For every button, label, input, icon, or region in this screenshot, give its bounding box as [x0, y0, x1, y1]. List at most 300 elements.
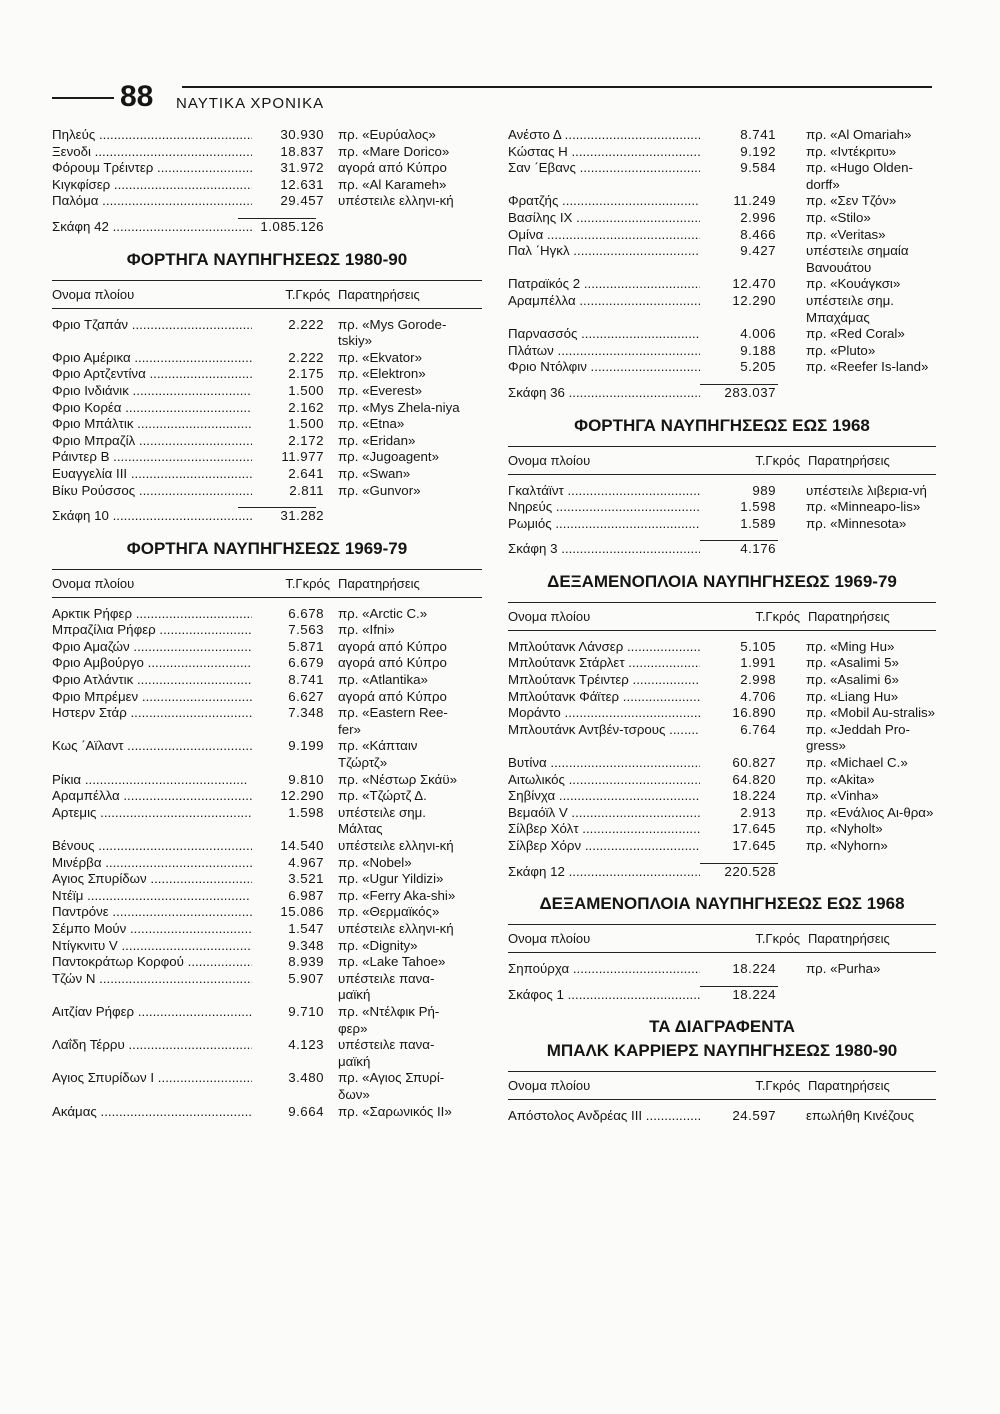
ship-name: Λαΐδη Τέρρυ ..... — [52, 1037, 252, 1070]
tonnage-value: 4.123 — [288, 1037, 324, 1053]
table-row — [52, 639, 482, 656]
table-row — [52, 938, 482, 955]
tonnage-value: 6.987 — [288, 887, 324, 903]
remarks: πρ. «Nobel» — [338, 854, 412, 870]
remarks: υπέστειλε σημ. Μάλτας — [338, 804, 426, 837]
spacer — [508, 532, 936, 540]
tonnage-value: 9.188 — [740, 342, 776, 358]
table-row — [52, 400, 482, 417]
table-row — [508, 655, 936, 672]
table-row — [52, 416, 482, 433]
spacer — [776, 293, 806, 326]
ship-name: Παλόμα ..... — [52, 193, 252, 210]
table-row — [508, 788, 936, 805]
col-remarks-header: Παρατηρήσεις — [808, 452, 890, 468]
table-row — [52, 127, 482, 144]
table-row — [52, 655, 482, 672]
table-row — [508, 243, 936, 276]
remarks: πρ. «Lake Tahoe» — [338, 954, 446, 970]
tonnage-value: 9.584 — [740, 160, 776, 176]
spacer — [324, 400, 338, 417]
ship-name: Κως ΄Αϊλαντ ..... — [52, 738, 252, 771]
remarks: πρ. «Θερμαϊκός» — [338, 904, 440, 920]
remarks: υπέστειλε πανα-μαϊκή — [338, 1037, 435, 1069]
table-row — [52, 705, 482, 738]
ship-name: Ντίγκνιτυ V ..... — [52, 938, 252, 955]
table-row — [508, 672, 936, 689]
table-row — [508, 755, 936, 772]
tonnage-value: 18.224 — [732, 788, 776, 804]
table-row — [52, 888, 482, 905]
tonnage-value: 4.006 — [740, 326, 776, 342]
table-row — [508, 293, 936, 326]
ship-name: Αρκτικ Ρήφερ ..... — [52, 606, 252, 623]
table-row — [508, 821, 936, 838]
remarks: πρ. «Jeddah Pro-gress» — [806, 721, 910, 754]
table-row — [52, 193, 482, 210]
ship-name: Αραμπέλλα ..... — [508, 293, 700, 326]
tonnage-value: 1.500 — [288, 382, 324, 398]
total-label: Σκάφος 1 ..... — [508, 987, 700, 1004]
spacer — [52, 499, 482, 507]
spacer — [324, 639, 338, 656]
tonnage-value: 31.972 — [280, 160, 324, 176]
table-row — [52, 622, 482, 639]
remarks: αγορά από Κύπρο — [338, 638, 447, 654]
spacer — [776, 655, 806, 672]
col-name-header: Ονομα πλοίου — [508, 931, 591, 947]
table-row — [508, 359, 936, 376]
spacer — [324, 689, 338, 706]
ship-name: Φριο Ινδιάνικ ..... — [52, 383, 252, 400]
table-row — [52, 317, 482, 350]
ship-name: Ανέστο Δ ..... — [508, 127, 700, 144]
total-row — [508, 541, 936, 558]
table-row — [508, 276, 936, 293]
spacer — [324, 1004, 338, 1037]
spacer — [324, 1104, 338, 1121]
spacer — [324, 938, 338, 955]
total-label: Σκάφη 10 ..... — [52, 508, 252, 525]
ship-name: Σίλβερ Χόλτ ..... — [508, 821, 700, 838]
header-rule-left — [52, 97, 114, 99]
table-row — [508, 639, 936, 656]
table-row — [508, 705, 936, 722]
ship-name: Τζών Ν ..... — [52, 971, 252, 1004]
spacer — [324, 971, 338, 1004]
spacer — [776, 805, 806, 822]
ship-name: Ακάμας ..... — [52, 1104, 252, 1121]
total-row — [508, 864, 936, 881]
total-value: 18.224 — [732, 986, 776, 1002]
table-row — [508, 227, 936, 244]
spacer — [776, 772, 806, 789]
remarks: πρ. «Gunvor» — [338, 482, 421, 498]
remarks: πρ. «Jugoagent» — [338, 449, 440, 465]
remarks: πρ. «Veritas» — [806, 226, 886, 242]
section-title: ΔΕΞΑΜΕΝΟΠΛΟΙΑ ΝΑΥΠΗΓΗΣΕΩΣ ΕΩΣ 1968 — [539, 894, 905, 914]
tonnage-value: 11.977 — [281, 449, 324, 465]
ship-name: Φρατζής ..... — [508, 193, 700, 210]
remarks: υπέστειλε λιβερια-νή — [806, 482, 927, 498]
table-row — [52, 466, 482, 483]
table-row — [52, 1070, 482, 1103]
header-rule-right — [182, 86, 932, 88]
spacer — [776, 483, 806, 500]
table-row — [52, 921, 482, 938]
ship-name: Αιτωλικός ..... — [508, 772, 700, 789]
table-row — [52, 1004, 482, 1037]
spacer — [776, 516, 806, 533]
spacer — [776, 672, 806, 689]
table-row — [52, 838, 482, 855]
tonnage-value: 9.199 — [288, 738, 324, 754]
tonnage-value: 4.706 — [740, 688, 776, 704]
spacer — [776, 838, 806, 855]
table-row — [52, 1037, 482, 1070]
ship-name: Κώστας Η ..... — [508, 144, 700, 161]
spacer — [324, 433, 338, 450]
ship-name: Ηστερν Στάρ ..... — [52, 705, 252, 738]
spacer — [776, 961, 806, 978]
table-row — [52, 689, 482, 706]
table-row — [52, 483, 482, 500]
table-header — [508, 1071, 936, 1100]
remarks: πρ. «Ifni» — [338, 622, 395, 638]
ship-name: Φριο Αμβούργο ..... — [52, 655, 252, 672]
spacer — [324, 193, 338, 210]
spacer — [776, 210, 806, 227]
remarks: πρ. «Red Coral» — [806, 326, 905, 342]
spacer — [776, 193, 806, 210]
left-top-table — [52, 127, 482, 236]
tonnage-value: 2.222 — [288, 316, 324, 332]
spacer — [324, 177, 338, 194]
ship-name: Βεμαόϊλ V ..... — [508, 805, 700, 822]
remarks: πρ. «Vinha» — [806, 788, 879, 804]
journal-title: ΝΑΥΤΙΚΑ ΧΡΟΝΙΚΑ — [176, 95, 325, 112]
remarks: υπέστειλε ελληνι-κή — [338, 920, 454, 936]
page-header — [52, 80, 932, 120]
tonnage-value: 8.939 — [288, 954, 324, 970]
tonnage-value: 24.597 — [732, 1108, 776, 1124]
remarks: πρ. «Nyhorn» — [806, 838, 888, 853]
spacer — [776, 788, 806, 805]
remarks: πρ. «Κουάγκσι» — [806, 276, 901, 292]
table-row — [508, 838, 936, 855]
table-row — [52, 855, 482, 872]
remarks: υπέστειλε σημ. Μπαχάμας — [806, 292, 894, 325]
remarks: πρ. «Τζώρτζ Δ. — [338, 788, 427, 804]
remarks: πρ. «Ιντέκριτυ» — [806, 143, 897, 159]
remarks: πρ. «Κάπταιν Τζώρτζ» — [338, 738, 418, 771]
remarks: πρ. «Αγιος Σπυρί-δων» — [338, 1070, 445, 1102]
col-name-header: Ονομα πλοίου — [52, 286, 135, 302]
table-row — [508, 127, 936, 144]
remarks: πρ. «Liang Hu» — [806, 688, 899, 704]
table-header — [508, 924, 936, 953]
remarks: πρ. «Mare Dorico» — [338, 143, 450, 159]
table-row — [508, 516, 936, 533]
table-row — [508, 343, 936, 360]
tonnage-value: 989 — [752, 482, 776, 498]
remarks: πρ. «Stilo» — [806, 209, 871, 225]
spacer — [324, 904, 338, 921]
spacer — [776, 821, 806, 838]
remarks: πρ. «Ενάλιος Αι-θρα» — [806, 804, 934, 820]
col-tonnage-header: Τ.Γκρός — [285, 286, 330, 302]
table-row — [52, 788, 482, 805]
spacer — [776, 689, 806, 706]
ship-name: Παρνασσός ..... — [508, 326, 700, 343]
tonnage-value: 6.764 — [740, 721, 776, 737]
table-row — [52, 144, 482, 161]
tonnage-value: 16.890 — [732, 705, 776, 721]
total-value: 283.037 — [724, 384, 776, 400]
col-tonnage-header: Τ.Γκρός — [755, 608, 800, 624]
tonnage-value: 1.500 — [288, 416, 324, 432]
tonnage-value: 18.837 — [280, 143, 324, 159]
ship-name: Σέμπο Μούν ..... — [52, 921, 252, 938]
ship-name: Αρτεμις ..... — [52, 805, 252, 838]
tonnage-value: 2.162 — [288, 399, 324, 415]
table-row — [52, 871, 482, 888]
section-subtitle: ΜΠΑΛΚ ΚΑΡΡΙΕΡΣ ΝΑΥΠΗΓΗΣΕΩΣ 1980-90 — [546, 1041, 898, 1061]
remarks: πρ. «Mys Gorode-tskiy» — [338, 316, 447, 349]
tonnage-value: 9.664 — [288, 1103, 324, 1119]
ship-name: Φριο Μπραζίλ ..... — [52, 433, 252, 450]
spacer — [324, 888, 338, 905]
remarks: πρ. «Nyholt» — [806, 821, 883, 837]
remarks: πρ. «Ferry Aka-shi» — [338, 887, 456, 903]
spacer — [776, 144, 806, 161]
left-sections — [52, 250, 482, 1121]
ship-name: Ξενοδι ..... — [52, 144, 252, 161]
spacer — [324, 738, 338, 771]
total-label: Σκάφη 36 ..... — [508, 385, 700, 402]
remarks: πρ. «Eastern Ree-fer» — [338, 705, 448, 737]
tonnage-value: 18.224 — [732, 961, 776, 977]
spacer — [324, 622, 338, 639]
col-name-header: Ονομα πλοίου — [508, 1078, 591, 1094]
tonnage-value: 30.930 — [280, 127, 324, 142]
tonnage-value: 5.871 — [288, 638, 324, 654]
ship-name: Γκαλτάϊντ ..... — [508, 483, 700, 500]
spacer — [324, 606, 338, 623]
total-label: Σκάφη 42 ..... — [52, 219, 252, 236]
tonnage-value: 8.741 — [288, 672, 324, 688]
spacer — [324, 772, 338, 789]
spacer — [508, 978, 936, 986]
tonnage-value: 64.820 — [732, 771, 776, 787]
total-value: 4.176 — [740, 541, 776, 557]
spacer — [776, 1108, 806, 1125]
tonnage-value: 3.521 — [288, 871, 324, 887]
tonnage-value: 2.811 — [289, 482, 324, 498]
spacer — [776, 243, 806, 276]
ship-name: Πλάτων ..... — [508, 343, 700, 360]
spacer — [324, 838, 338, 855]
table-row — [52, 971, 482, 1004]
right-column — [508, 127, 936, 1125]
tonnage-value: 15.086 — [280, 904, 324, 920]
remarks: πρ. «Minneapo-lis» — [806, 499, 921, 515]
ship-name: Παλ ΄Ηγκλ ..... — [508, 243, 700, 276]
col-tonnage-header: Τ.Γκρός — [285, 575, 330, 591]
right-sections — [508, 416, 936, 1125]
ship-name: Μπλουτάνκ Αντβέν-τσρους ..... — [508, 722, 700, 755]
ship-name: Φριο Μπρέμεν ..... — [52, 689, 252, 706]
section-title: ΔΕΞΑΜΕΝΟΠΛΟΙΑ ΝΑΥΠΗΓΗΣΕΩΣ 1969-79 — [547, 571, 897, 591]
remarks: υπέστειλε ελληνι-κή — [338, 838, 454, 853]
spacer — [324, 672, 338, 689]
ship-name: Ρωμιός ..... — [508, 516, 700, 533]
col-name-header: Ονομα πλοίου — [508, 452, 591, 468]
total-row — [52, 508, 482, 525]
table-row — [508, 193, 936, 210]
tonnage-value: 12.470 — [732, 276, 776, 292]
tonnage-value: 7.563 — [288, 622, 324, 638]
spacer — [776, 276, 806, 293]
spacer — [776, 343, 806, 360]
tonnage-value: 1.589 — [740, 515, 776, 531]
ship-name: Πηλεύς ..... — [52, 127, 252, 144]
spacer — [508, 376, 936, 384]
total-value: 31.282 — [280, 508, 324, 524]
ship-name: Μινέρβα ..... — [52, 855, 252, 872]
tonnage-value: 2.222 — [288, 349, 324, 365]
table-row — [52, 606, 482, 623]
table-row — [508, 499, 936, 516]
total-value: 1.085.126 — [260, 218, 324, 234]
table-row — [508, 483, 936, 500]
table-row — [52, 738, 482, 771]
spacer — [776, 359, 806, 376]
remarks: πρ. «Ming Hu» — [806, 638, 895, 654]
ship-name: Μπλούτανκ Τρέιντερ ..... — [508, 672, 700, 689]
ship-name: Φριο Αμέρικα ..... — [52, 350, 252, 367]
tonnage-value: 12.290 — [732, 292, 776, 308]
ship-name: Κιγκφίσερ ..... — [52, 177, 252, 194]
spacer — [324, 954, 338, 971]
col-tonnage-header: Τ.Γκρός — [755, 452, 800, 468]
table-row — [52, 383, 482, 400]
table-row — [52, 433, 482, 450]
tonnage-value: 17.645 — [732, 821, 776, 837]
remarks: πρ. «Ευρύαλος» — [338, 127, 436, 142]
tonnage-value: 6.679 — [288, 655, 324, 671]
ship-name: Φριο Τζαπάν ..... — [52, 317, 252, 350]
table-row — [52, 366, 482, 383]
ship-name: Αραμπέλλα ..... — [52, 788, 252, 805]
table-row — [508, 772, 936, 789]
table-header — [52, 569, 482, 598]
table-row — [508, 689, 936, 706]
remarks: υπέστειλε πανα-μαϊκή — [338, 970, 435, 1003]
ship-name: Σαν ΄Εβανς ..... — [508, 160, 700, 193]
ship-name: Μπραζίλια Ρήφερ ..... — [52, 622, 252, 639]
table-row — [508, 961, 936, 978]
tonnage-value: 17.645 — [732, 838, 776, 853]
remarks: πρ. «Purha» — [806, 961, 881, 977]
remarks: πρ. «Eridan» — [338, 432, 416, 448]
remarks: πρ. «Ekvator» — [338, 349, 422, 365]
ship-name: Φριο Ντόλφιν ..... — [508, 359, 700, 376]
spacer — [776, 755, 806, 772]
spacer — [324, 350, 338, 367]
page-number: 88 — [120, 80, 154, 113]
ship-name: Βασίλης ΙΧ ..... — [508, 210, 700, 227]
total-value: 220.528 — [724, 863, 776, 879]
tonnage-value: 7.348 — [288, 705, 324, 721]
ship-name: Σίλβερ Χόρν ..... — [508, 838, 700, 855]
remarks: πρ. «Elektron» — [338, 366, 426, 382]
tonnage-value: 5.105 — [740, 638, 776, 654]
section-title: ΦΟΡΤΗΓΑ ΝΑΥΠΗΓΗΣΕΩΣ 1980-90 — [126, 249, 408, 269]
spacer — [324, 466, 338, 483]
tonnage-value: 8.466 — [740, 226, 776, 242]
remarks: πρ. «Swan» — [338, 465, 411, 481]
tonnage-value: 9.348 — [288, 937, 324, 953]
table-row — [52, 350, 482, 367]
tonnage-value: 11.249 — [733, 193, 776, 209]
table-row — [52, 160, 482, 177]
table-row — [52, 449, 482, 466]
spacer — [508, 855, 936, 863]
spacer — [776, 639, 806, 656]
spacer — [324, 366, 338, 383]
ship-name: Ρίκια ..... — [52, 772, 252, 789]
col-remarks-header: Παρατηρήσεις — [808, 1078, 890, 1094]
spacer — [324, 483, 338, 500]
ship-name: Μπλούτανκ Στάρλετ ..... — [508, 655, 700, 672]
ship-name: Βυτίνα ..... — [508, 755, 700, 772]
remarks: πρ. «Dignity» — [338, 937, 418, 953]
ship-name: Φριο Αμαζών ..... — [52, 639, 252, 656]
table-row — [52, 772, 482, 789]
tonnage-value: 2.172 — [288, 432, 324, 448]
tonnage-value: 60.827 — [732, 755, 776, 771]
left-column — [52, 127, 482, 1120]
remarks: πρ. «Ugur Yildizi» — [338, 871, 444, 887]
ship-name: Βένους ..... — [52, 838, 252, 855]
ship-name: Παντρόνε ..... — [52, 904, 252, 921]
section-title: ΦΟΡΤΗΓΑ ΝΑΥΠΗΓΗΣΕΩΣ 1969-79 — [126, 538, 408, 558]
spacer — [776, 326, 806, 343]
tonnage-value: 8.741 — [740, 127, 776, 142]
table-row — [508, 805, 936, 822]
remarks: πρ. «Asalimi 5» — [806, 655, 899, 671]
tonnage-value: 1.598 — [288, 804, 324, 820]
ship-name: Φριο Αρτζεντίνα ..... — [52, 366, 252, 383]
ship-name: Παντοκράτωρ Κορφού ..... — [52, 954, 252, 971]
tonnage-value: 4.967 — [288, 854, 324, 870]
tonnage-value: 9.427 — [740, 243, 776, 259]
spacer — [324, 449, 338, 466]
spacer — [324, 655, 338, 672]
remarks: πρ. «Asalimi 6» — [806, 672, 899, 688]
tonnage-value: 5.907 — [288, 970, 324, 986]
col-name-header: Ονομα πλοίου — [508, 608, 591, 624]
ship-name: Φριο Κορέα ..... — [52, 400, 252, 417]
table-row — [508, 160, 936, 193]
ship-name: Μπλούτανκ Λάνσερ ..... — [508, 639, 700, 656]
remarks: πρ. «Σαρωνικός ΙΙ» — [338, 1103, 452, 1119]
ship-name: Νηρεύς ..... — [508, 499, 700, 516]
tonnage-value: 9.810 — [288, 771, 324, 787]
ship-name: Βίκυ Ρούσσος ..... — [52, 483, 252, 500]
tonnage-value: 6.627 — [288, 688, 324, 704]
